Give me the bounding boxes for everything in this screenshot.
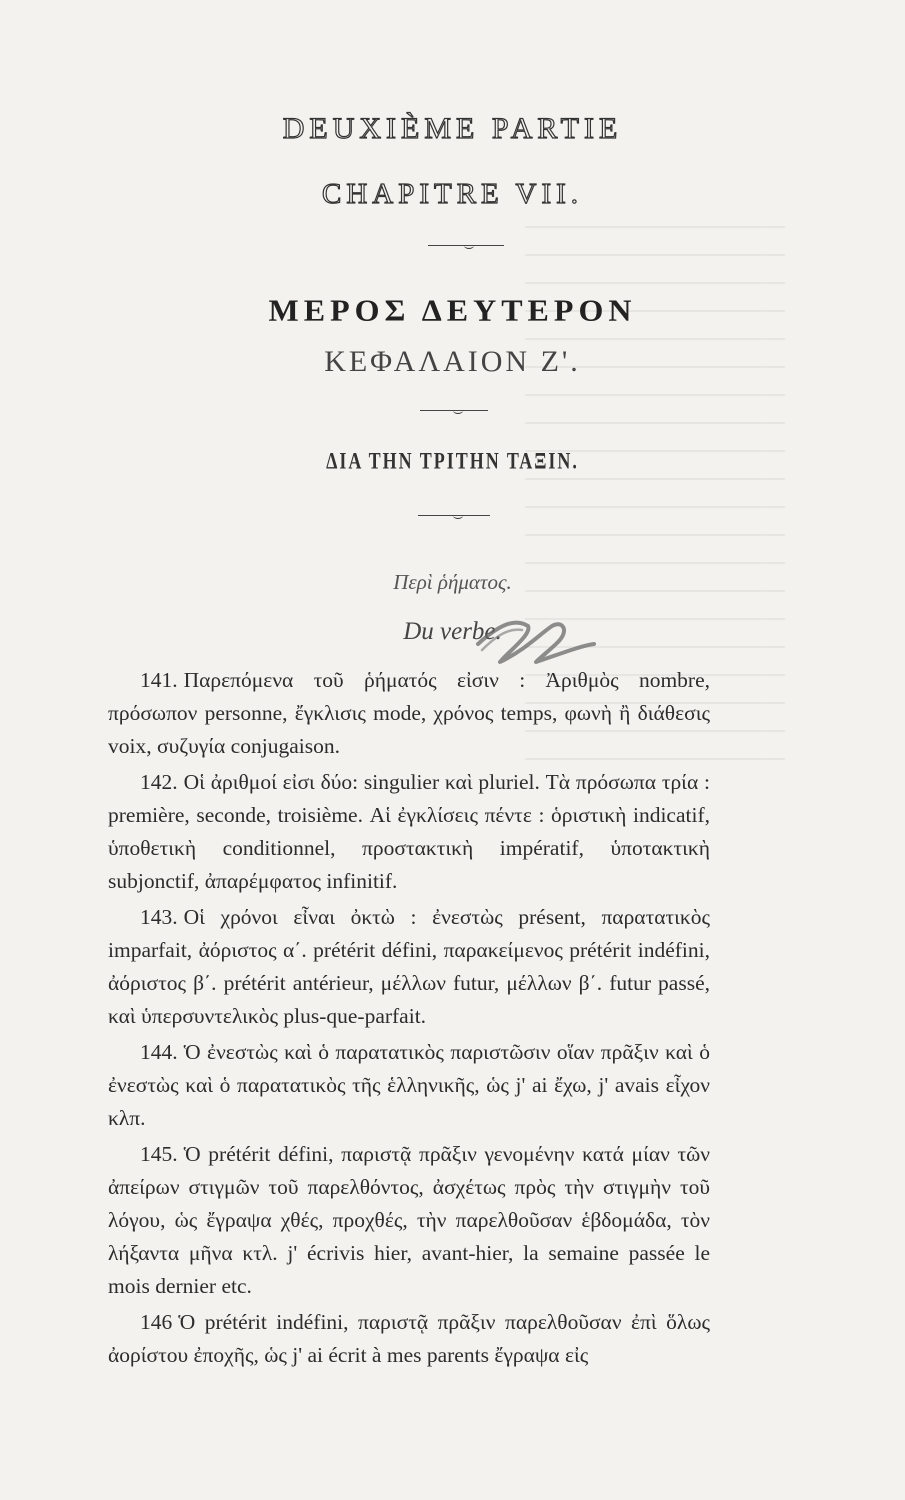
body-text (108, 664, 710, 1375)
section-subtitle-greek: Περὶ ῥήματος. (393, 570, 512, 594)
chapter-title: CHAPITRE VII. (321, 178, 584, 210)
pencil-annotation (470, 604, 600, 670)
paragraph-text: Οἱ ἀριθμοί εἰσι δύο: singulier καὶ pluriel. Τὰ πρόσωπα τρία : première, seconde, troisième. Αἱ ἐγκλίσεις πέντε : ὁριστικὴ indicatif, ὑποθετικὴ conditionnel, προστακτικὴ impératif, ὑποτακτικὴ subjonctif, ἀπαρέμφατος infinitif. (108, 770, 710, 893)
section-subtitle-french: Du verbe. (403, 618, 502, 645)
paragraph (108, 766, 710, 898)
greek-part-title: ΜΕΡΟΣ ΔΕΥΤΕΡΟΝ (268, 292, 637, 328)
paragraph-number: 145. (140, 1142, 178, 1166)
paragraph-number: 142. (140, 770, 178, 794)
paragraph (108, 1138, 710, 1303)
paragraph-text: Ὁ prétérit défini, παριστᾷ πρᾶξιν γενομένην κατά μίαν τῶν ἀπείρων στιγμῶν τοῦ παρελθόντος, ἀσχέτως πρὸς τὴν στιγμὴν τοῦ λόγου, ὡς ἔγραψα χθές, προχθές, τὴν παρελθοῦσαν ἑβδομάδα, τὸν λήξαντα μῆνα κτλ. j' écrivis hier, avant-hier, la semaine passée le mois dernier etc. (108, 1142, 710, 1298)
paragraph-text: Παρεπόμενα τοῦ ῥήματός εἰσιν : Ἀριθμὸς nombre, πρόσωπον personne, ἔγκλισις mode, χρόνος temps, φωνὴ ἢ διάθεσις voix, συζυγία conjugaison. (108, 668, 710, 758)
paragraph (108, 1036, 710, 1135)
paragraph-number: 143. (140, 905, 178, 929)
greek-class-title: ΔΙΑ ΤΗΝ ΤΡΙΤΗΝ ΤΑΞΙΝ. (326, 447, 579, 474)
greek-chapter-title: ΚΕΦΑΛΑΙΟΝ Ζ'. (324, 345, 581, 378)
paragraph-number: 141. (140, 668, 178, 692)
ornamental-rule (418, 515, 490, 516)
ornamental-rule (428, 245, 504, 246)
paragraph-text: Ὁ ἐνεστὼς καὶ ὁ παρατατικὸς παριστῶσιν οἵαν πρᾶξιν καὶ ὁ ἐνεστὼς καὶ ὁ παρατατικὸς τῆς ἑλληνικῆς, ὡς j' ai ἔχω, j' avais εἶχον κλπ. (108, 1040, 710, 1130)
paragraph-number: 146 (140, 1310, 173, 1334)
part-title: DEUXIÈME PARTIE (282, 112, 623, 145)
paragraph-text: Οἱ χρόνοι εἶναι ὀκτὼ : ἐνεστὼς présent, παρατατικὸς imparfait, ἀόριστος α΄. prétérit défini, παρακείμενος prétérit indéfini, ἀόριστος β΄. prétérit antérieur, μέλλων futur, μέλλων β΄. futur passé, καὶ ὑπερσυντελικὸς plus-que-parfait. (108, 905, 710, 1028)
ornamental-rule (420, 410, 488, 411)
paragraph-number: 144. (140, 1040, 178, 1064)
paragraph (108, 901, 710, 1033)
paragraph (108, 664, 710, 763)
paragraph (108, 1306, 710, 1372)
paragraph-text: Ὁ prétérit indéfini, παριστᾷ πρᾶξιν παρελθοῦσαν ἐπὶ ὅλως ἀορίστου ἐποχῆς, ὡς j' ai écrit à mes parents ἔγραψα εἰς (108, 1310, 710, 1367)
